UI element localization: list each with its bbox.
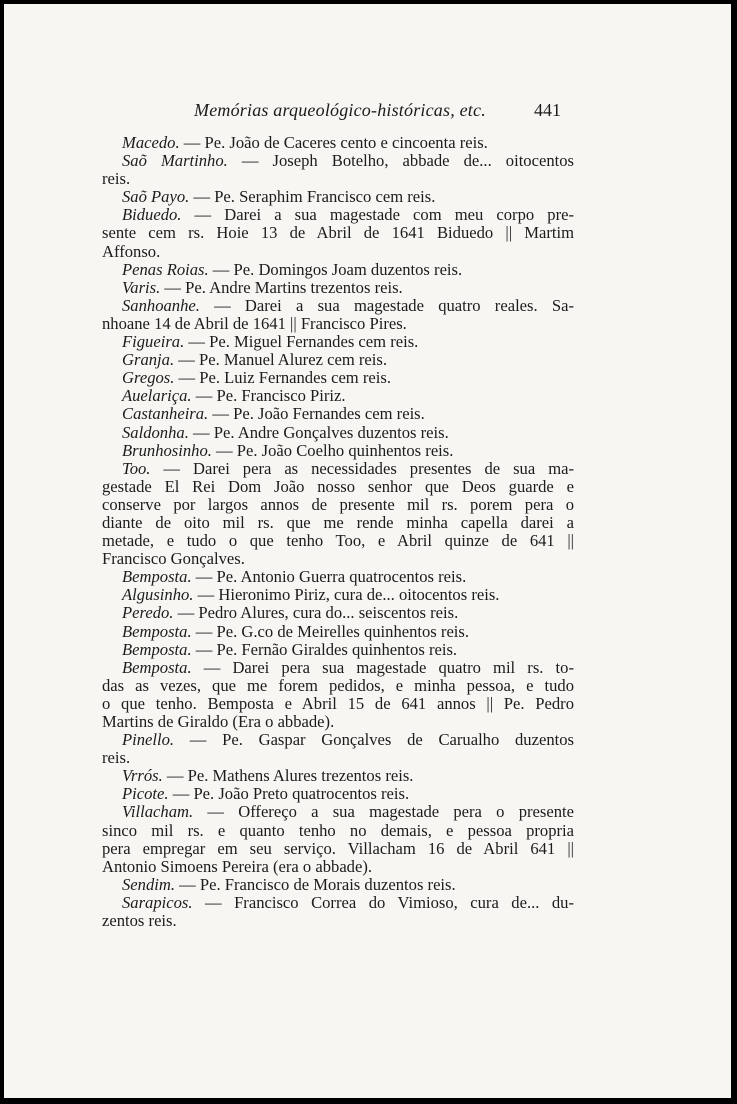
place-name: Saõ Payo. [122, 187, 190, 207]
place-name: Sendim. [122, 874, 175, 894]
entry-text: — Pe. Andre Martins trezentos reis. [160, 277, 403, 297]
text-line [102, 840, 574, 858]
text-line [102, 876, 574, 894]
text-line [102, 514, 574, 532]
entry-text: — Darei a sua magestade com meu corpo pre- [181, 205, 574, 225]
text-line [102, 442, 574, 460]
entry-text: Antonio Simoens Pereira (era o abbade). [102, 856, 373, 876]
text-line [102, 478, 574, 496]
place-name: Sarapicos. [122, 892, 193, 912]
text-line [102, 894, 574, 912]
entry-text: — Pe. Antonio Guerra quatrocentos reis. [191, 567, 467, 587]
entry-text: — Offereço a sua magestade pera o presente [193, 802, 574, 822]
text-line [102, 315, 574, 333]
place-name: Too. [122, 458, 151, 478]
place-name: Penas Roias. [122, 259, 209, 279]
text-line [102, 460, 574, 478]
text-line [102, 405, 574, 423]
text-line [102, 424, 574, 442]
running-head [4, 100, 731, 124]
text-line [102, 822, 574, 840]
entry-text: — Pe. Andre Gonçalves duzentos reis. [188, 422, 449, 442]
text-line [102, 134, 574, 152]
entry-text: — Pe. João Preto quatrocentos reis. [168, 784, 410, 804]
entry-text: — Darei pera as necessidades presentes de sua ma- [150, 458, 574, 478]
entry-text: o que tenho. Bemposta e Abril 15 de 641 annos || Pe. Pedro [102, 693, 574, 713]
place-name: Bemposta. [122, 639, 192, 659]
place-name: Picote. [122, 784, 169, 804]
entry-text: pera empregar em seu serviço. Villacham 16 de Abril 641 || [102, 838, 574, 858]
entry-text: — Pedro Alures, cura do... seiscentos reis. [173, 603, 459, 623]
place-name: Villacham. [122, 802, 194, 822]
text-line [102, 604, 574, 622]
text-line [102, 152, 574, 170]
text-line [102, 641, 574, 659]
place-name: Brunhosinho. [122, 440, 212, 460]
book-page [4, 4, 731, 1098]
page-title: Memórias arqueológico-históricas, etc. [194, 100, 486, 120]
page-number: 441 [534, 100, 561, 120]
text-line [102, 206, 574, 224]
entry-text: — Hieronimo Piriz, cura de... oitocentos reis. [193, 585, 500, 605]
place-name: Pinello. [122, 730, 175, 750]
place-name: Bemposta. [122, 621, 192, 641]
entry-text: sinco mil rs. e quanto tenho no demais, e pessoa propria [102, 820, 574, 840]
text-line [102, 333, 574, 351]
place-name: Bemposta. [122, 657, 192, 677]
text-line [102, 224, 574, 242]
entry-text: — Darei a sua magestade quatro reales. Sa- [199, 295, 574, 315]
place-name: Gregos. [122, 368, 175, 388]
text-line [102, 351, 574, 369]
text-line [102, 568, 574, 586]
place-name: Algusinho. [122, 585, 194, 605]
entry-text: — Pe. João de Caceres cento e cincoenta reis. [179, 133, 488, 152]
place-name: Varis. [122, 277, 161, 297]
entry-text: — Pe. Domingos Joam duzentos reis. [208, 259, 463, 279]
text-line [102, 279, 574, 297]
entry-text: nhoane 14 de Abril de 1641 || Francisco Pires. [102, 313, 407, 333]
entry-text: — Pe. João Fernandes cem reis. [208, 404, 425, 424]
text-line [102, 369, 574, 387]
entry-text: — Pe. Gaspar Gonçalves de Carualho duzentos [174, 730, 574, 750]
entry-text: reis. [102, 169, 131, 189]
place-name: Vrrós. [122, 766, 163, 786]
entry-text: conserve por largos annos de presente mil rs. porem pera o [102, 494, 574, 514]
entry-text: metade, e tudo o que tenho Too, e Abril quinze de 641 || [102, 531, 574, 551]
place-name: Sanhoanhe. [122, 295, 200, 315]
entry-text: das as vezes, que me forem pedidos, e minha pessoa, e tudo [102, 675, 574, 695]
entry-text: sente cem rs. Hoie 13 de Abril de 1641 Biduedo || Martim [102, 223, 574, 243]
text-line [102, 623, 574, 641]
entry-text: — Darei pera sua magestade quatro mil rs. to- [191, 657, 574, 677]
entry-text: — Pe. Francisco Piriz. [191, 386, 346, 406]
entry-text: — Pe. Miguel Fernandes cem reis. [184, 332, 419, 352]
entry-text: — Pe. Seraphim Francisco cem reis. [189, 187, 436, 207]
entry-text: — Pe. Mathens Alures trezentos reis. [162, 766, 414, 786]
place-name: Granja. [122, 350, 175, 370]
place-name: Biduedo. [122, 205, 182, 225]
entry-text: — Pe. G.co de Meirelles quinhentos reis. [191, 621, 470, 641]
entry-text: Francisco Gonçalves. [102, 549, 245, 569]
text-line [102, 586, 574, 604]
text-line [102, 677, 574, 695]
entry-text: — Joseph Botelho, abbade de... oitocentos [227, 151, 574, 171]
entry-text: gestade El Rei Dom João nosso senhor que Deos guarde e [102, 476, 574, 496]
text-line [102, 550, 574, 568]
entry-text: — Pe. Francisco de Morais duzentos reis. [175, 874, 456, 894]
place-name: Castanheira. [122, 404, 209, 424]
text-line [102, 261, 574, 279]
text-line [102, 803, 574, 821]
text-line [102, 659, 574, 677]
entry-text: diante de oito mil rs. que me rende minha capella darei a [102, 512, 574, 532]
text-line [102, 767, 574, 785]
place-name: Saldonha. [122, 422, 189, 442]
text-line [102, 297, 574, 315]
place-name: Bemposta. [122, 567, 192, 587]
entry-text: reis. [102, 748, 131, 768]
place-name: Macedo. [122, 133, 180, 152]
text-line [102, 695, 574, 713]
text-line [102, 170, 574, 188]
text-line [102, 532, 574, 550]
text-line [102, 731, 574, 749]
entry-text: Martins de Giraldo (Era o abbade). [102, 712, 335, 731]
entry-text: Affonso. [102, 241, 161, 261]
text-line [102, 243, 574, 261]
text-line [102, 858, 574, 876]
entry-text: — Pe. Fernão Giraldes quinhentos reis. [191, 639, 458, 659]
document-body [102, 134, 574, 930]
entry-text: — Francisco Correa do Vimioso, cura de... du- [192, 892, 574, 912]
place-name: Auelariça. [122, 386, 192, 406]
place-name: Figueira. [122, 332, 185, 352]
text-line [102, 785, 574, 803]
text-line [102, 496, 574, 514]
text-line [102, 749, 574, 767]
text-line [102, 387, 574, 405]
entry-text: — Pe. Manuel Alurez cem reis. [174, 350, 387, 370]
text-line [102, 188, 574, 206]
entry-text: — Pe. João Coelho quinhentos reis. [211, 440, 454, 460]
place-name: Saõ Martinho. [122, 151, 228, 171]
entry-text: — Pe. Luiz Fernandes cem reis. [174, 368, 391, 388]
entry-text: zentos reis. [102, 911, 177, 931]
place-name: Peredo. [122, 603, 174, 623]
text-line [102, 912, 574, 930]
text-line [102, 713, 574, 731]
